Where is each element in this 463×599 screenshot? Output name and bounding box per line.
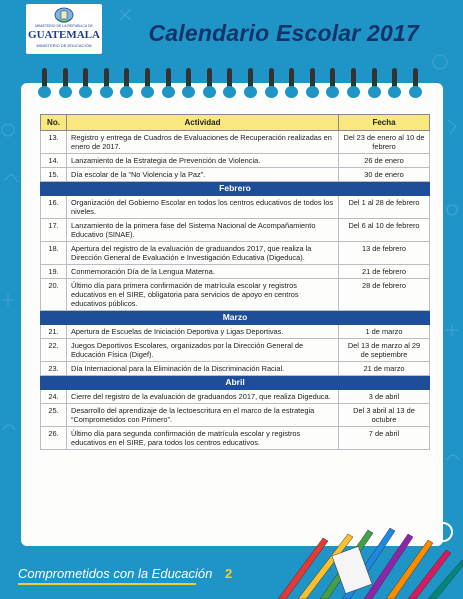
month-label: Febrero — [41, 182, 430, 196]
footer-slogan: Comprometidos con la Educación — [18, 566, 213, 581]
table-row — [41, 168, 430, 182]
row-activity: Apertura del registro de la evaluación de graduandos 2017, que realiza la Dirección General de Evaluación e Investigación Educativa (Digeduca). — [67, 242, 339, 265]
spiral-ring — [306, 68, 319, 100]
row-number: 17. — [41, 219, 67, 242]
row-date: 13 de febrero — [339, 242, 430, 265]
row-date: 21 de marzo — [339, 362, 430, 376]
row-number: 24. — [41, 390, 67, 404]
row-activity: Último día para primera confirmación de matrícula escolar y registros educativos en el SIRE, obligatoria para servicios de apoyo en centros educativos públicos. — [67, 279, 339, 311]
spiral-ring — [59, 68, 72, 100]
row-date: Del 13 de marzo al 29 de septiembre — [339, 339, 430, 362]
logo-country-name: GUATEMALA — [28, 29, 100, 41]
row-number: 26. — [41, 427, 67, 450]
row-number: 16. — [41, 196, 67, 219]
spiral-ring — [368, 68, 381, 100]
row-number: 22. — [41, 339, 67, 362]
month-label: Abril — [41, 376, 430, 390]
spiral-ring — [182, 68, 195, 100]
month-row-march — [41, 311, 430, 325]
row-date: Del 23 de enero al 10 de febrero — [339, 131, 430, 154]
spiral-ring — [120, 68, 133, 100]
month-row-april — [41, 376, 430, 390]
ministry-logo — [26, 4, 102, 54]
page-title: Calendario Escolar 2017 — [148, 20, 419, 46]
row-number: 15. — [41, 168, 67, 182]
colored-pencils-icon — [268, 520, 463, 599]
row-activity: Desarrollo del aprendizaje de la lectoescritura en el marco de la estrategia “Comprometidos con Primero”. — [67, 404, 339, 427]
month-label: Marzo — [41, 311, 430, 325]
row-number: 18. — [41, 242, 67, 265]
row-date: 28 de febrero — [339, 279, 430, 311]
row-activity: Día escolar de la “No Violencia y la Paz”. — [67, 168, 339, 182]
header-date: Fecha — [339, 115, 430, 131]
spiral-ring — [265, 68, 278, 100]
spiral-ring — [388, 68, 401, 100]
row-date: 30 de enero — [339, 168, 430, 182]
logo-top-text: MINISTERIO DE LA REPUBLICA DE — [35, 24, 93, 28]
header-number: No. — [41, 115, 67, 131]
table-row — [41, 242, 430, 265]
spiral-ring — [203, 68, 216, 100]
table-row — [41, 279, 430, 311]
header-activity: Actividad — [67, 115, 339, 131]
table-row — [41, 427, 430, 450]
logo-ministry-name: MINISTERIO DE EDUCACIÓN — [36, 43, 92, 48]
row-activity: Lanzamiento de la primera fase del Sistema Nacional de Acompañamiento Educativo (SINAE). — [67, 219, 339, 242]
row-number: 23. — [41, 362, 67, 376]
spiral-ring — [244, 68, 257, 100]
row-number: 21. — [41, 325, 67, 339]
row-activity: Cierre del registro de la evaluación de graduandos 2017, que realiza Digeduca. — [67, 390, 339, 404]
row-date: 21 de febrero — [339, 265, 430, 279]
row-activity: Último día para segunda confirmación de matrícula escolar y registros educativos en el SIRE, para todos los centros educativos. — [67, 427, 339, 450]
row-activity: Organización del Gobierno Escolar en todos los centros educativos de todos los niveles. — [67, 196, 339, 219]
table-row — [41, 154, 430, 168]
row-number: 14. — [41, 154, 67, 168]
row-activity: Día Internacional para la Eliminación de la Discriminación Racial. — [67, 362, 339, 376]
table-row — [41, 390, 430, 404]
table-row — [41, 265, 430, 279]
spiral-ring — [285, 68, 298, 100]
table-header-row — [41, 115, 430, 131]
spiral-ring — [326, 68, 339, 100]
row-date: Del 1 al 28 de febrero — [339, 196, 430, 219]
table-row — [41, 196, 430, 219]
spiral-ring — [100, 68, 113, 100]
row-number: 25. — [41, 404, 67, 427]
table-row — [41, 325, 430, 339]
table-row — [41, 404, 430, 427]
row-date: 3 de abril — [339, 390, 430, 404]
row-activity: Apertura de Escuelas de Iniciación Deportiva y Ligas Deportivas. — [67, 325, 339, 339]
row-date: Del 6 al 10 de febrero — [339, 219, 430, 242]
row-activity: Juegos Deportivos Escolares, organizados por la Dirección General de Educación Física (Digef). — [67, 339, 339, 362]
spiral-ring — [347, 68, 360, 100]
row-activity: Registro y entrega de Cuadros de Evaluaciones de Recuperación realizadas en enero de 2017. — [67, 131, 339, 154]
spiral-ring — [409, 68, 422, 100]
row-date: 1 de marzo — [339, 325, 430, 339]
month-row-february — [41, 182, 430, 196]
row-activity: Conmemoración Día de la Lengua Materna. — [67, 265, 339, 279]
row-number: 13. — [41, 131, 67, 154]
spiral-ring — [141, 68, 154, 100]
spiral-ring — [38, 68, 51, 100]
coat-of-arms-icon — [54, 7, 74, 23]
row-date: Del 3 abril al 13 de octubre — [339, 404, 430, 427]
table-row — [41, 131, 430, 154]
table-row — [41, 339, 430, 362]
row-date: 7 de abril — [339, 427, 430, 450]
spiral-ring — [223, 68, 236, 100]
row-number: 19. — [41, 265, 67, 279]
page-number: 2 — [225, 566, 233, 581]
footer-underline — [18, 583, 196, 585]
table-row — [41, 219, 430, 242]
spiral-ring — [162, 68, 175, 100]
row-date: 26 de enero — [339, 154, 430, 168]
calendar-table — [40, 114, 430, 450]
row-number: 20. — [41, 279, 67, 311]
spiral-ring — [79, 68, 92, 100]
row-activity: Lanzamiento de la Estrategia de Prevención de Violencia. — [67, 154, 339, 168]
table-row — [41, 362, 430, 376]
